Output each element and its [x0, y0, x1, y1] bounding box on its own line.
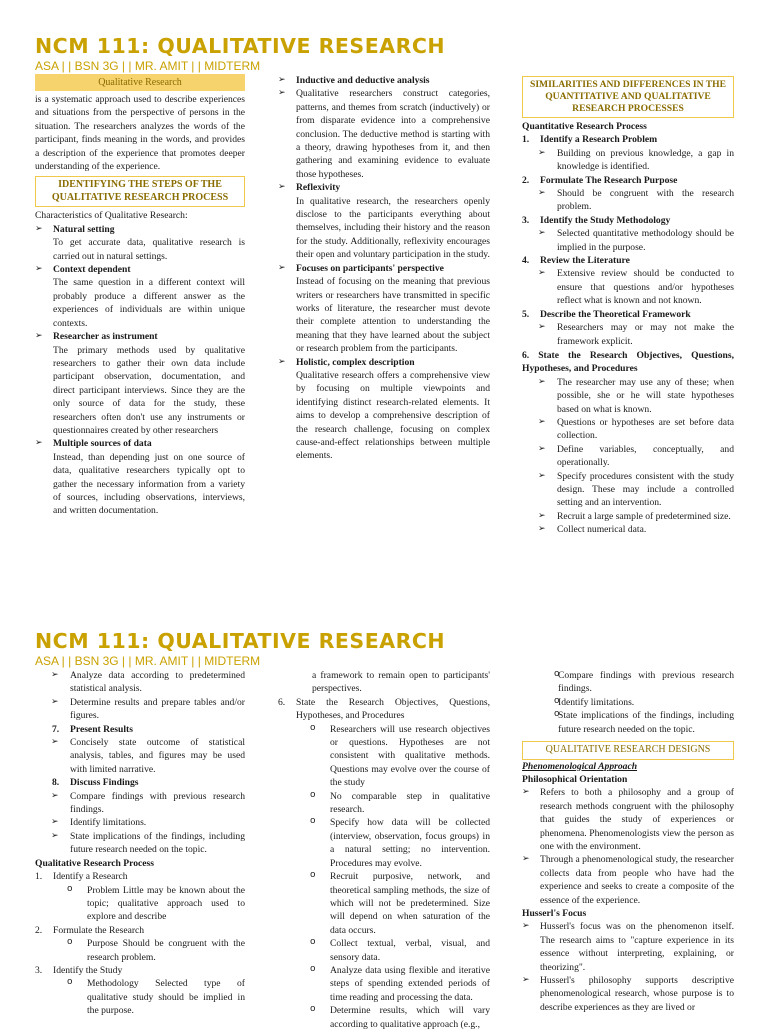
- list-item: ➢ Refers to both a philosophy and a group of research methods congruent with the philosophy that guides the study of experiences or phenomena. Phenomenologists view the person as one with the environment.: [522, 786, 734, 853]
- section-box-designs: QUALITATIVE RESEARCH DESIGNS: [522, 741, 734, 760]
- list-item: ➢ Multiple sources of data Instead, than depending just on one source of data, qualitative researchers typically opt to gather the necessary information from a variety of sources, including observations, interviews, and written documentation.: [35, 437, 245, 517]
- step-detail: o Analyze data using flexible and iterative steps of spending extended periods of time reading and processing the data.: [278, 964, 490, 1004]
- husserl-list: [522, 920, 734, 1014]
- column-1: [35, 74, 245, 518]
- characteristics-list-cont: [278, 74, 490, 463]
- step-detail: ➢ Define variables, conceptually, and operationally.: [522, 443, 734, 470]
- step-detail: ➢ Should be congruent with the research problem.: [522, 187, 734, 214]
- step-detail: ➢ Recruit a large sample of predetermined size.: [522, 510, 734, 523]
- step-detail: ➢ Selected quantitative methodology should be implied in the purpose.: [522, 227, 734, 254]
- step-item: 4. Review the Literature: [522, 255, 630, 267]
- philosophical-list: [522, 786, 734, 907]
- step-item: 3. Identify the Study Methodology: [522, 214, 671, 226]
- step-detail: ➢ Collect numerical data.: [522, 523, 734, 536]
- intro-paragraph: is a systematic approach used to describe experiences and situations from the perspective of persons in the situation. The researchers analyzes the words of the participant, finds meaning in the words, and provides a description of the experience that promotes deeper understanding of the experience.: [35, 94, 245, 173]
- step-item: 2. Formulate The Research Purpose: [522, 174, 678, 186]
- step-detail: ➢ Researchers may or may not make the framework explicit.: [522, 321, 734, 348]
- column-1: [35, 669, 245, 1018]
- step-item: 2. Formulate the Research: [35, 924, 145, 936]
- step-detail: o Compare findings with previous research findings.: [522, 669, 734, 696]
- qualitative-steps-cont: [522, 669, 734, 736]
- step-detail: ➢ Concisely state outcome of statistical analysis, tables, and figures may be used with limited narrative.: [35, 736, 245, 776]
- quantitative-steps-cont: [35, 669, 245, 857]
- section-box-steps: IDENTIFYING THE STEPS OF THE QUALITATIVE RESEARCH PROCESS: [35, 176, 245, 207]
- step-item: 6. State the Research Objectives, Questions, Hypotheses, and Procedures: [278, 696, 490, 722]
- step-6-details: [278, 723, 490, 1031]
- list-item: ➢ Focuses on participants' perspective Instead of focusing on the meaning that previous writers or researchers have transmitted in specific works of literature, the researcher must devote their complete attention to understanding the meaning that they have learned about the subject or research problem from the participants.: [278, 262, 490, 356]
- step-detail: ➢ Identify limitations.: [35, 816, 245, 829]
- step-detail: o Researchers will use research objectives or questions. Hypotheses are not consistent with qualitative methods. Questions may evolve over the course of the study: [278, 723, 490, 790]
- list-item: ➢ Context dependent The same question in a different context will probably produce a different answer as the experiences of individuals are within unique contexts.: [35, 263, 245, 330]
- step-detail: ➢ Extensive review should be conducted to ensure that questions and/or hypotheses reflect what is known and not known.: [522, 267, 734, 307]
- step-detail: o Specify how data will be collected (interview, observation, focus groups) in a natural setting; no intervention. Procedures may evolve.: [278, 816, 490, 870]
- continued-text: a framework to remain open to participants' perspectives.: [312, 670, 490, 695]
- step-detail: ➢ Questions or hypotheses are set before data collection.: [522, 416, 734, 443]
- page-subtitle: ASA | | BSN 3G | | MR. AMIT | | MIDTERM: [35, 654, 261, 668]
- step-detail: ➢ State implications of the findings, including future research needed on the topic.: [35, 830, 245, 857]
- approach-heading: Phenomenological Approach: [522, 760, 638, 772]
- column-2: [278, 74, 490, 463]
- step-detail: o Identify limitations.: [522, 696, 734, 709]
- list-item: ➢ Natural setting To get accurate data, qualitative research is carried out in natural settings.: [35, 223, 245, 263]
- document-page-2: [0, 624, 768, 1030]
- section-box-similarities: SIMILARITIES AND DIFFERENCES IN THE QUANTITATIVE AND QUALITATIVE RESEARCH PROCESSES: [522, 76, 734, 118]
- step-detail: o Methodology Selected type of qualitative study should be implied in the purpose.: [35, 977, 245, 1017]
- husserl-heading: Husserl's Focus: [522, 908, 587, 919]
- section-box-qualitative-research: Qualitative Research: [35, 74, 245, 91]
- column-3: [522, 669, 734, 1014]
- step-detail: ➢ Analyze data according to predetermined statistical analysis.: [35, 669, 245, 696]
- step-detail: o Problem Little may be known about the topic; qualitative approach used to explore and describe: [35, 884, 245, 924]
- step-detail: o Purpose Should be congruent with the research problem.: [35, 937, 245, 964]
- step-item: 8. Discuss Findings: [52, 777, 139, 789]
- step-item: 5. Describe the Theoretical Framework: [522, 308, 691, 320]
- step-item: 1. Identify a Research: [35, 871, 128, 883]
- list-item: ➢ Through a phenomenological study, the researcher collects data from people who have had the experience and seeks to create a composite of the essence of the experience.: [522, 853, 734, 907]
- step-item: 3. Identify the Study: [35, 964, 123, 976]
- list-item: ➢ Inductive and deductive analysis: [278, 74, 490, 87]
- list-item: ➢ Researcher as instrument The primary methods used by qualitative researchers to gather their own data include participant observation, documentation, and direct participant interviews. Since they are the only source of data for the study, these researchers often don't use any instruments or questionnaires created by other researchers: [35, 330, 245, 437]
- step-6-details: [522, 376, 734, 537]
- step-item: 7. Present Results: [52, 723, 133, 735]
- step-detail: o Determine results, which will vary according to qualitative approach (e.g.,: [278, 1004, 490, 1031]
- list-item: ➢ Husserl's focus was on the phenomenon itself. The research aims to "capture experience in its essence without interpreting, explaining, or theorizing".: [522, 920, 734, 974]
- column-2: [278, 669, 490, 1031]
- step-detail: ➢ The researcher may use any of these; when possible, she or he will state hypotheses based on what is known.: [522, 376, 734, 416]
- page-title: NCM 111: QUALITATIVE RESEARCH: [35, 34, 446, 58]
- page-subtitle: ASA | | BSN 3G | | MR. AMIT | | MIDTERM: [35, 59, 261, 73]
- qualitative-heading: Qualitative Research Process: [35, 857, 155, 869]
- column-3: [522, 76, 734, 537]
- list-item: ➢ Husserl's philosophy supports descriptive phenomenological research, whose purpose is to describe experiences as they are lived or: [522, 974, 734, 1014]
- list-item: ➢ Qualitative researchers construct categories, patterns, and themes from scratch (inductively) or from disparate evidence into a comprehensive conclusion. The deductive method is starting with a theory, drawing hypotheses from it, and then gathering and examining evidence to evaluate those hypotheses.: [278, 87, 490, 181]
- step-detail: ➢ Compare findings with previous research findings.: [35, 790, 245, 817]
- step-detail: ➢ Determine results and prepare tables and/or figures.: [35, 696, 245, 723]
- step-detail: ➢ Building on previous knowledge, a gap in knowledge is identified.: [522, 147, 734, 174]
- page-title: NCM 111: QUALITATIVE RESEARCH: [35, 629, 446, 653]
- step-item: 1. Identify a Research Problem: [522, 134, 658, 146]
- step-detail: o No comparable step in qualitative research.: [278, 790, 490, 817]
- qualitative-steps: [35, 870, 245, 1017]
- quantitative-heading: Quantitative Research Process: [522, 121, 647, 132]
- characteristics-list: [35, 223, 245, 518]
- list-item: ➢ Holistic, complex description Qualitative research offers a comprehensive view by focusing on multiple viewpoints and identifying distinct research-related elements. It aims to develop a comprehensive description of the research challenge, focusing on complex cause-and-effect relationships between multiple elements.: [278, 356, 490, 463]
- characteristics-label: Characteristics of Qualitative Research:: [35, 210, 188, 222]
- quantitative-steps: [522, 133, 734, 348]
- step-6-heading: 6. State the Research Objectives, Questions, Hypotheses, and Procedures: [522, 349, 734, 375]
- step-detail: o Collect textual, verbal, visual, and sensory data.: [278, 937, 490, 964]
- step-detail: ➢ Specify procedures consistent with the study design. These may include a controlled setting and an intervention.: [522, 470, 734, 510]
- list-item: ➢ Reflexivity In qualitative research, the researchers openly disclose to the participants everything about themselves, including their history and the reason for the study. Additionally, reflexivity encourages their open and voluntary participation in the study.: [278, 181, 490, 261]
- philosophical-heading: Philosophical Orientation: [522, 773, 628, 785]
- step-detail: o State implications of the findings, including future research needed on the topic.: [522, 709, 734, 736]
- step-detail: o Recruit purposive, network, and theoretical sampling methods, the size of which will not be predetermined. Size will depend on when saturation of the data occurs.: [278, 870, 490, 937]
